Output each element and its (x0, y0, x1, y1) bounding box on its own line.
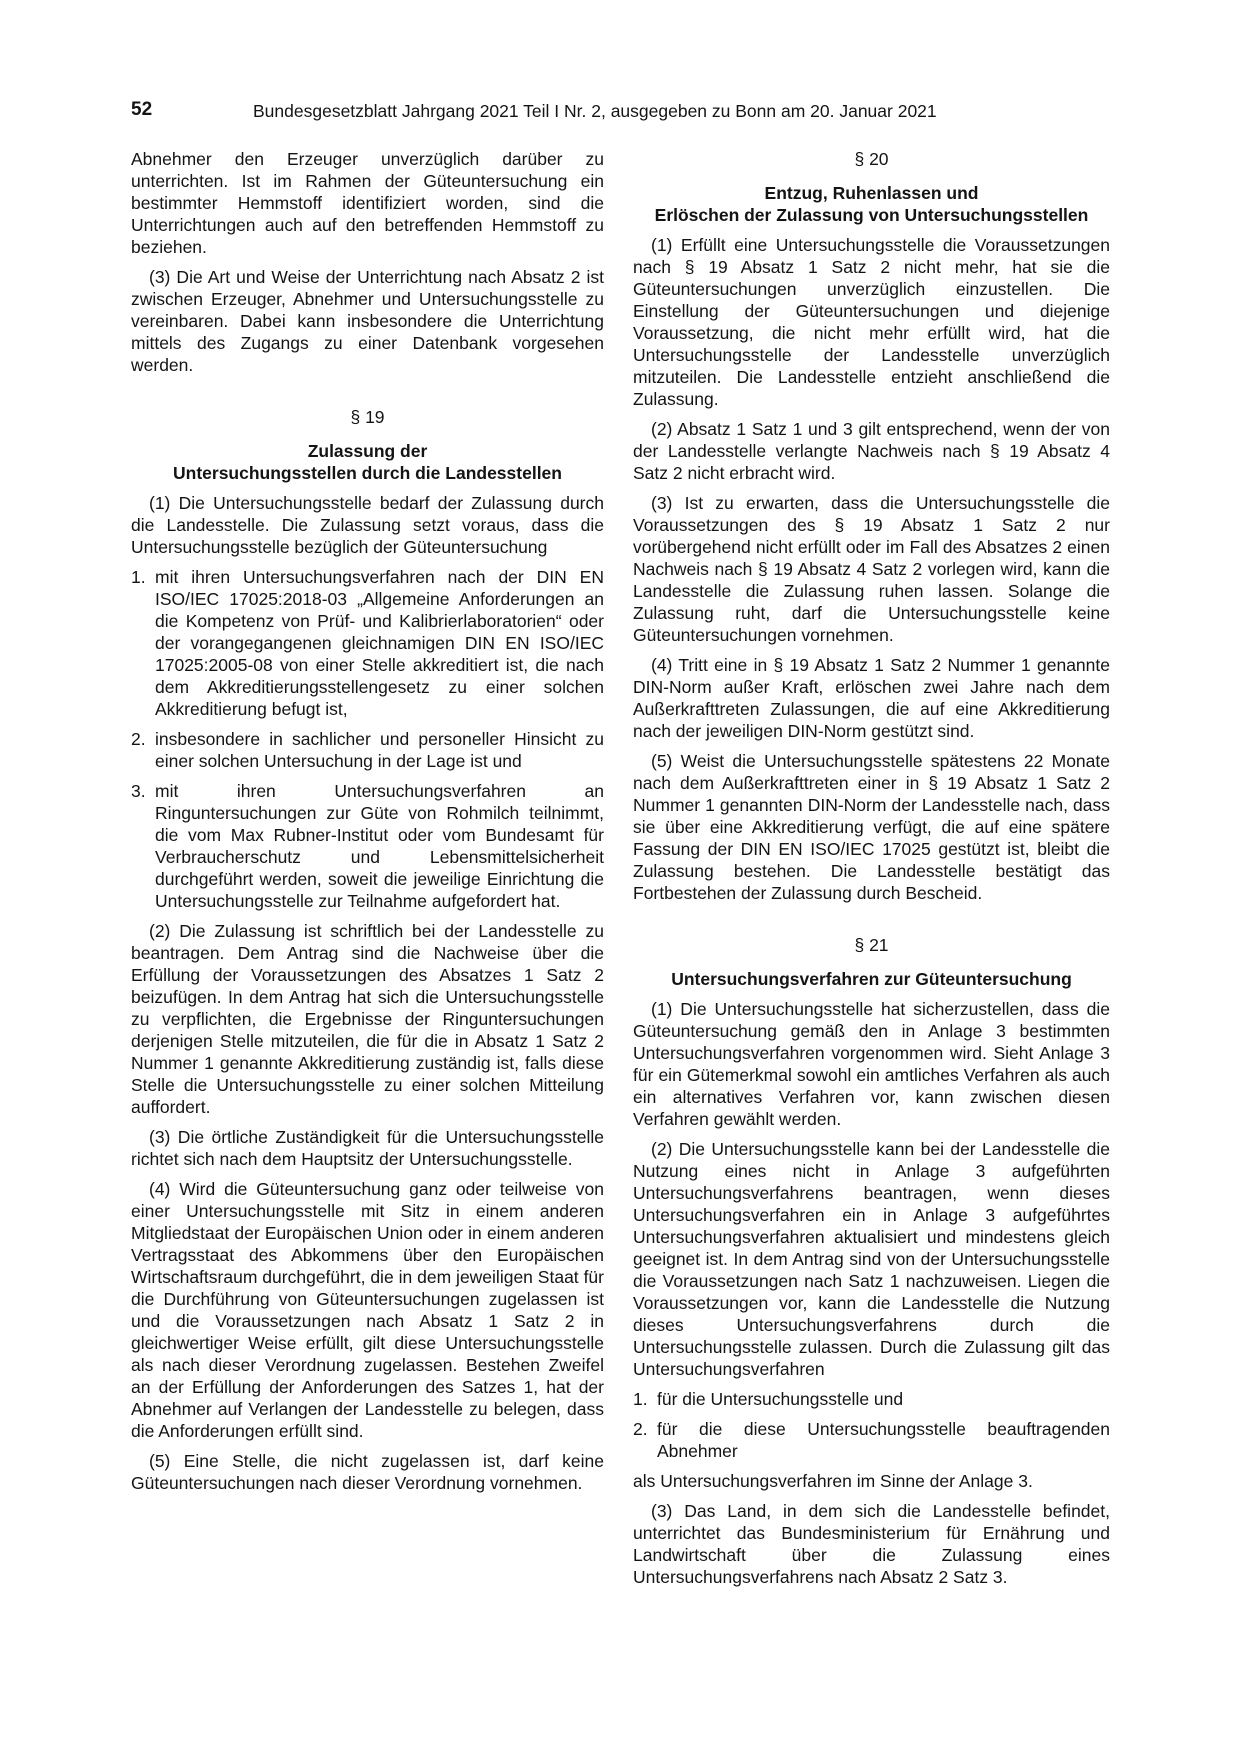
section-20-paragraph-4: (4) Tritt eine in § 19 Absatz 1 Satz 2 Nummer 1 genannte DIN-Norm außer Kraft, erlöschen zwei Jahre nach dem Außerkrafttreten Zulassungen, die auf eine Akkreditierung nach der jeweiligen DIN-Norm gestützt sind. (633, 655, 1110, 741)
section-20-paragraph-1: (1) Erfüllt eine Untersuchungsstelle die Voraussetzungen nach § 19 Absatz 1 Satz 2 nicht mehr, hat sie die Güteuntersuchungen unverzüglich einzustellen. Die Einstellung der Güteuntersuchungen und diejenige Voraussetzung, die nicht mehr erfüllt wird, hat die Untersuchungsstelle der Landesstelle unverzüglich mitzuteilen. Die Landesstelle entzieht anschließend die Zulassung. (633, 235, 1110, 409)
section-21-sign: § 21 (854, 935, 889, 955)
section-21-paragraph-3: (3) Das Land, in dem sich die Landesstelle befindet, unterrichtet das Bundesministerium für Ernährung und Landwirtschaft über die Zulassung eines Untersuchungsverfahrens nach Absatz 2 Satz 3. (633, 1501, 1110, 1587)
section-20-title-line2: Erlöschen der Zulassung von Untersuchungsstellen (654, 205, 1089, 225)
section-20-title (633, 182, 1110, 226)
list-item (633, 1388, 1110, 1410)
running-head: Bundesgesetzblatt Jahrgang 2021 Teil I Nr. 2, ausgegeben zu Bonn am 20. Januar 2021 (253, 101, 937, 121)
list-item-number: 2. (131, 729, 146, 749)
section-21-paragraph-1: (1) Die Untersuchungsstelle hat sicherzustellen, dass die Güteuntersuchung gemäß den in Anlage 3 bestimmten Untersuchungsverfahren vorgenommen wird. Sieht Anlage 3 für ein Gütemerkmal sowohl ein amtliches Verfahren als auch ein alternatives Verfahren vor, kann zwischen diesen Verfahren gewählt werden. (633, 999, 1110, 1129)
section-20-sign: § 20 (854, 149, 889, 169)
list-item (633, 1418, 1110, 1462)
section-19-paragraph-1: (1) Die Untersuchungsstelle bedarf der Zulassung durch die Landesstelle. Die Zulassung setzt voraus, dass die Untersuchungsstelle bezüglich der Güteuntersuchung (131, 493, 604, 557)
section-19-paragraph-3: (3) Die örtliche Zuständigkeit für die Untersuchungsstelle richtet sich nach dem Hauptsitz der Untersuchungsstelle. (131, 1127, 604, 1169)
list-item-number: 3. (131, 781, 146, 801)
list-item (131, 566, 604, 720)
section-21-paragraph-2: (2) Die Untersuchungsstelle kann bei der Landesstelle die Nutzung eines nicht in Anlage 3 aufgeführten Untersuchungsverfahrens beantragen, wenn dieses Untersuchungsverfahren ein in Anlage 3 aufgeführtes Untersuchungsverfahren aktualisiert und mindestens gleich geeignet ist. In dem Antrag sind von der Untersuchungsstelle die Voraussetzungen nach Satz 1 nachzuweisen. Liegen die Voraussetzungen vor, kann die Landesstelle die Nutzung dieses Untersuchungsverfahrens durch die Untersuchungsstelle zulassen. Durch die Zulassung gilt das Untersuchungsverfahren (633, 1139, 1110, 1379)
list-item-number: 1. (131, 567, 146, 587)
section-19-paragraph-4: (4) Wird die Güteuntersuchung ganz oder teilweise von einer Untersuchungsstelle mit Sitz in einem anderen Mitgliedstaat der Europäischen Union oder in einem anderen Vertragsstaat des Abkommens über den Europäischen Wirtschaftsraum durchgeführt, die in dem jeweiligen Staat für die Durchführung von Güteuntersuchungen zugelassen ist und die Voraussetzungen nach Absatz 1 Satz 2 in gleichwertiger Weise erfüllt, gilt diese Untersuchungsstelle als nach dieser Verordnung zugelassen. Bestehen Zweifel an der Erfüllung der Anforderungen des Satzes 1, hat der Abnehmer auf Verlangen der Landesstelle zu belegen, dass die Anforderungen erfüllt sind. (131, 1179, 604, 1441)
list-item-number: 1. (633, 1389, 648, 1409)
left-column (131, 148, 604, 1502)
section-20-title-line1: Entzug, Ruhenlassen und (764, 183, 979, 203)
list-item-text: mit ihren Untersuchungsverfahren an Ringuntersuchungen zur Güte von Rohmilch teilnimmt, die vom Max Rubner-Institut oder vom Bundesamt für Verbraucherschutz und Lebensmittelsicherheit durchgeführt werden, soweit die jeweilige Einrichtung die Untersuchungsstelle zur Teilnahme aufgefordert hat. (155, 781, 604, 911)
section-19-title-line1: Zulassung der (307, 441, 428, 461)
section-19-sign: § 19 (350, 407, 385, 427)
section-19-title (131, 440, 604, 484)
list-item-text: für die Untersuchungsstelle und (657, 1389, 904, 1409)
list-item-text: insbesondere in sachlicher und personeller Hinsicht zu einer solchen Untersuchung in der Lage ist und (155, 729, 604, 771)
list-item (131, 780, 604, 912)
section-19-paragraph-5: (5) Eine Stelle, die nicht zugelassen ist, darf keine Güteuntersuchungen nach dieser Verordnung vornehmen. (131, 1451, 604, 1493)
list-item (131, 728, 604, 772)
right-column (633, 148, 1110, 1596)
page-number: 52 (131, 99, 153, 120)
paragraph-3-previous-section: (3) Die Art und Weise der Unterrichtung nach Absatz 2 ist zwischen Erzeuger, Abnehmer und Untersuchungsstelle zu vereinbaren. Dabei kann insbesondere die Unterrichtung mittels des Zugangs zu einer Datenbank vorgesehen werden. (131, 267, 604, 375)
section-19-title-line2: Untersuchungsstellen durch die Landesstellen (173, 463, 562, 483)
section-20-paragraph-3: (3) Ist zu erwarten, dass die Untersuchungsstelle die Voraussetzungen des § 19 Absatz 1 Satz 2 nur vorübergehend nicht erfüllt oder im Fall des Absatzes 2 einen Nachweis nach § 19 Absatz 4 Satz 2 vorlegen wird, kann die Landesstelle die Zulassung ruhen lassen. Solange die Zulassung ruht, darf die Untersuchungsstelle keine Güteuntersuchungen vornehmen. (633, 493, 1110, 645)
section-21-title: Untersuchungsverfahren zur Güteuntersuchung (671, 969, 1072, 989)
section-20-paragraph-2: (2) Absatz 1 Satz 1 und 3 gilt entsprechend, wenn der von der Landesstelle verlangte Nachweis nach § 19 Absatz 4 Satz 2 nicht erbracht wird. (633, 419, 1110, 483)
section-19-paragraph-2: (2) Die Zulassung ist schriftlich bei der Landesstelle zu beantragen. Dem Antrag sind die Nachweise über die Erfüllung der Voraussetzungen des Absatzes 1 Satz 2 beizufügen. In dem Antrag hat sich die Untersuchungsstelle zu verpflichten, die Ergebnisse der Ringuntersuchungen derjenigen Stelle mitzuteilen, die für die in Absatz 1 Satz 2 Nummer 1 genannte Akkreditierung zuständig ist, falls diese Stelle die Untersuchungsstelle zu einer solchen Mitteilung auffordert. (131, 921, 604, 1117)
list-item-text: für die diese Untersuchungsstelle beauftragenden Abnehmer (657, 1419, 1110, 1461)
section-21-paragraph-2-tail: als Untersuchungsverfahren im Sinne der Anlage 3. (633, 1471, 1033, 1491)
list-item-number: 2. (633, 1419, 648, 1439)
section-19-requirements-list (131, 566, 604, 912)
section-20-paragraph-5: (5) Weist die Untersuchungsstelle spätestens 22 Monate nach dem Außerkrafttreten einer in § 19 Absatz 1 Satz 2 Nummer 1 genannten DIN-Norm der Landesstelle nach, dass sie über eine Akkreditierung verfügt, die auf eine spätere Fassung der DIN EN ISO/IEC 17025 gestützt ist, bleibt die Zulassung bestehen. Die Landesstelle bestätigt das Fortbestehen der Zulassung durch Bescheid. (633, 751, 1110, 903)
continuation-paragraph: Abnehmer den Erzeuger unverzüglich darüber zu unterrichten. Ist im Rahmen der Güteuntersuchung ein bestimmter Hemmstoff identifiziert worden, sind die Unterrichtungen auch auf den betreffenden Hemmstoff zu beziehen. (131, 149, 604, 257)
list-item-text: mit ihren Untersuchungsverfahren nach der DIN EN ISO/IEC 17025:2018-03 „Allgemeine Anforderungen an die Kompetenz von Prüf- und Kalibrierlaboratorien“ oder der vorangegangenen gleichnamigen DIN EN ISO/IEC 17025:2005-08 von einer Stelle akkreditiert ist, die nach dem Akkreditierungsstellengesetz zu einer solchen Akkreditierung befugt ist, (155, 567, 604, 719)
section-21-validity-list (633, 1388, 1110, 1462)
